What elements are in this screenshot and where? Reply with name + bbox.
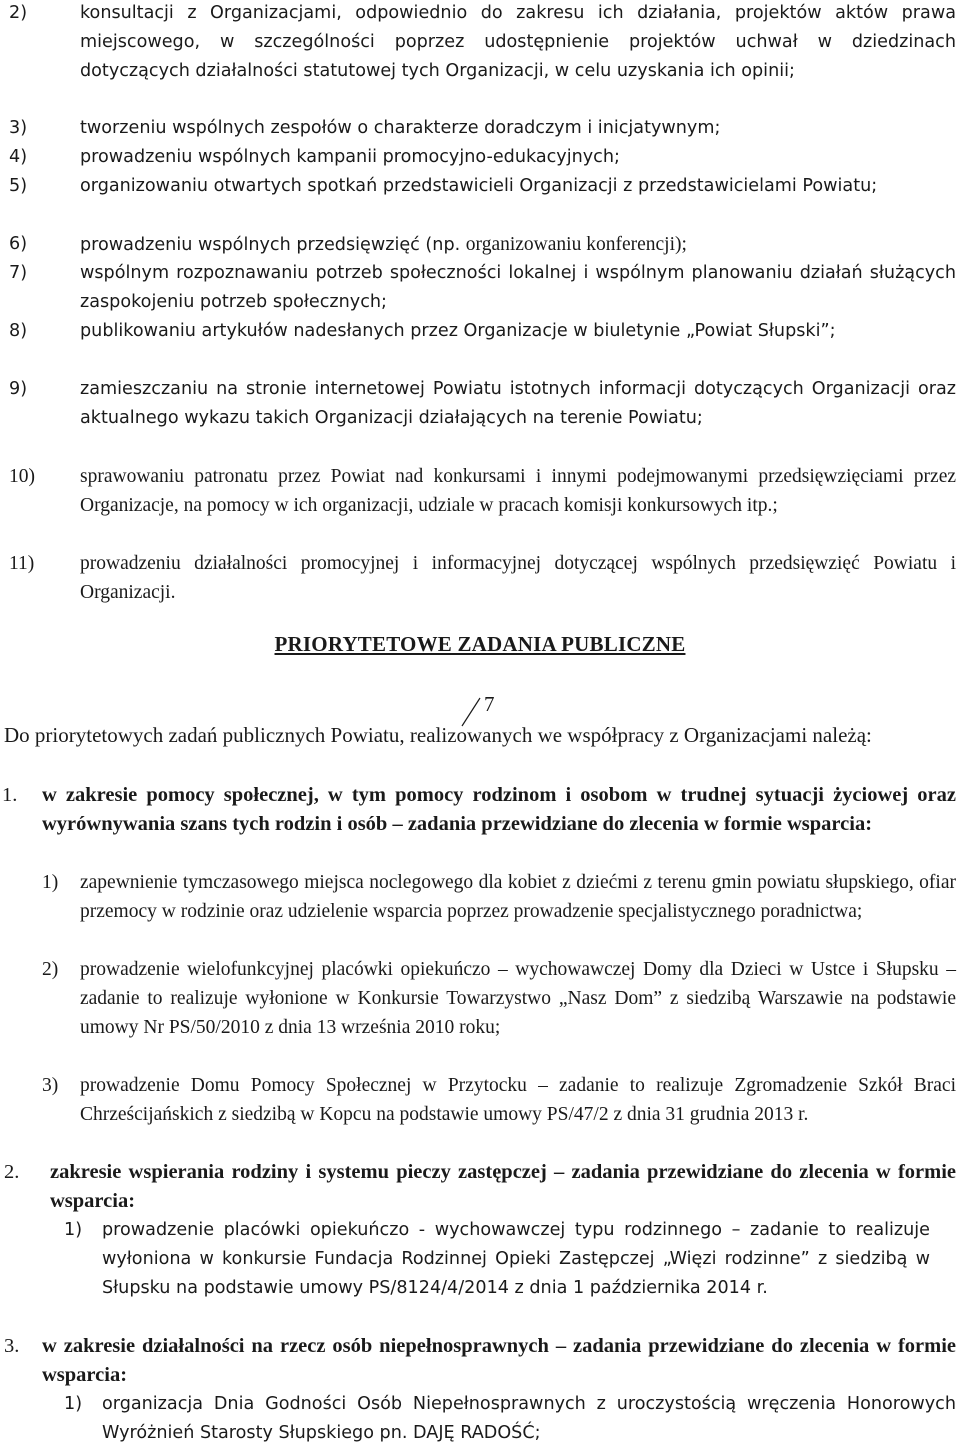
section-number: 3. bbox=[4, 1335, 20, 1357]
list-item-text: prowadzeniu działalności promocyjnej i informacyjnej dotyczącej wspólnych przedsięwzięć Powiatu i Organizacji. bbox=[80, 553, 956, 603]
list-item bbox=[0, 375, 956, 433]
list-item bbox=[0, 1216, 930, 1303]
paragraph-number-value: 7 bbox=[484, 692, 495, 716]
list-item bbox=[0, 143, 956, 172]
list-item-number: 2) bbox=[9, 3, 28, 23]
list-item-text: wspólnym rozpoznawaniu potrzeb społeczności lokalnej i wspólnym planowaniu działań służących zaspokojeniu potrzeb społecznych; bbox=[80, 263, 956, 312]
list-item-number: 2) bbox=[42, 959, 59, 980]
list-item-text: prowadzeniu wspólnych kampanii promocyjno-edukacyjnych; bbox=[80, 147, 620, 167]
list-item-text-serif: organizowaniu konferencji); bbox=[465, 234, 687, 255]
list-item-text: organizacja Dnia Godności Osób Niepełnosprawnych z uroczystością wręczenia Honorowych Wyróżnień Starosty Słupskiego pn. DAJĘ RADOŚĆ; bbox=[102, 1394, 956, 1443]
list-item-number: 9) bbox=[9, 379, 28, 399]
list-item-text: zamieszczaniu na stronie internetowej Powiatu istotnych informacji dotyczących Organizacji oraz aktualnego wykazu takich Organizacji działających na terenie Powiatu; bbox=[80, 379, 956, 428]
list-item bbox=[0, 230, 956, 260]
section-number: 2. bbox=[4, 1161, 20, 1183]
list-item-text: publikowaniu artykułów nadesłanych przez Organizacje w biuletynie „Powiat Słupski”; bbox=[80, 321, 836, 341]
list-item-number: 1) bbox=[42, 872, 59, 893]
list-item-text: tworzeniu wspólnych zespołów o charakterze doradczym i inicjatywnym; bbox=[80, 118, 721, 138]
list-item bbox=[0, 549, 956, 607]
list-item-number: 6) bbox=[9, 234, 28, 254]
section-title: w zakresie pomocy społecznej, w tym pomocy rodzinom i osobom w trudnej sytuacji życiowej oraz wyrównywania szans tych rodzin i osób – zadania przewidziane do zlecenia w formie wsparcia: bbox=[42, 784, 956, 835]
list-item-text: prowadzenie placówki opiekuńczo - wychowawczej typu rodzinnego – zadanie to realizuje wyłoniona w konkursie Fundacja Rodzinnej Opieki Zastępczej „Więzi rodzinne” z siedzibą w Słupsku na podstawie umowy PS/8124/4/2014 z dnia 1 października 2014 r. bbox=[102, 1220, 930, 1298]
list-item bbox=[0, 1071, 956, 1129]
list-item-number: 10) bbox=[9, 466, 35, 487]
list-item-number: 11) bbox=[9, 553, 35, 574]
section-number: 1. bbox=[2, 784, 18, 806]
list-item bbox=[0, 1390, 956, 1448]
list-item-text: konsultacji z Organizacjami, odpowiednio do zakresu ich działania, projektów aktów prawa miejscowego, w szczególności poprzez udostępnienie projektów uchwał w dziedzinach dotyczących działalności statutowej tych Organizacji, w celu uzyskania ich opinii; bbox=[80, 3, 956, 81]
list-item-number: 1) bbox=[64, 1220, 83, 1240]
list-item-text: sprawowaniu patronatu przez Powiat nad konkursami i innymi podejmowanymi przedsięwzięciami przez Organizacje, na pomocy w ich organizacji, udziale w pracach komisji konkursowych itp.; bbox=[80, 466, 956, 516]
list-item bbox=[0, 955, 956, 1042]
list-item-number: 5) bbox=[9, 176, 28, 196]
list-item-number: 1) bbox=[64, 1394, 83, 1414]
list-item-number: 8) bbox=[9, 321, 28, 341]
list-item-number: 4) bbox=[9, 147, 28, 167]
intro-paragraph: Do priorytetowych zadań publicznych Powiatu, realizowanych we współpracy z Organizacjami należą: bbox=[4, 723, 872, 747]
list-item-text: organizowaniu otwartych spotkań przedstawicieli Organizacji z przedstawicielami Powiatu; bbox=[80, 176, 878, 196]
list-item bbox=[0, 259, 956, 317]
section-3 bbox=[0, 1332, 956, 1390]
list-item-text: zapewnienie tymczasowego miejsca noclegowego dla kobiet z dziećmi z terenu gmin powiatu słupskiego, ofiar przemocy w rodzinie oraz udzielenie wsparcia poprzez prowadzenie specjalistycznego poradnictwa; bbox=[80, 872, 956, 922]
list-item-text: prowadzeniu wspólnych przedsięwzięć (np. bbox=[80, 235, 461, 255]
list-item bbox=[0, 317, 956, 346]
list-item bbox=[0, 114, 956, 143]
section-2 bbox=[0, 1158, 956, 1216]
list-item-text: prowadzenie wielofunkcyjnej placówki opiekuńczo – wychowawczej Domy dla Dzieci w Ustce i Słupsku – zadanie to realizuje wyłonione w Konkursie Towarzystwo „Nasz Dom” z siedzibą Warszawie na podstawie umowy Nr PS/50/2010 z dnia 13 września 2010 roku; bbox=[80, 959, 956, 1038]
list-item bbox=[0, 0, 956, 86]
list-item-number: 3) bbox=[9, 118, 28, 138]
list-item-text: prowadzenie Domu Pomocy Społecznej w Przytocku – zadanie to realizuje Zgromadzenie Szkół Braci Chrześcijańskich z siedzibą w Kopcu na podstawie umowy PS/47/2 z dnia 31 grudnia 2013 r. bbox=[80, 1075, 956, 1125]
list-item-number: 3) bbox=[42, 1075, 59, 1096]
section-heading: PRIORYTETOWE ZADANIA PUBLICZNE bbox=[274, 632, 686, 656]
section-title: zakresie wspierania rodziny i systemu pieczy zastępczej – zadania przewidziane do zlecenia w formie wsparcia: bbox=[50, 1161, 956, 1212]
list-item bbox=[0, 868, 956, 926]
section-title: w zakresie działalności na rzecz osób niepełnosprawnych – zadania przewidziane do zlecenia w formie wsparcia: bbox=[42, 1335, 956, 1386]
list-item-text-wrap bbox=[80, 230, 956, 260]
section-1 bbox=[0, 781, 956, 839]
list-item-number: 7) bbox=[9, 263, 28, 283]
list-item bbox=[0, 462, 956, 520]
list-item bbox=[0, 172, 956, 201]
